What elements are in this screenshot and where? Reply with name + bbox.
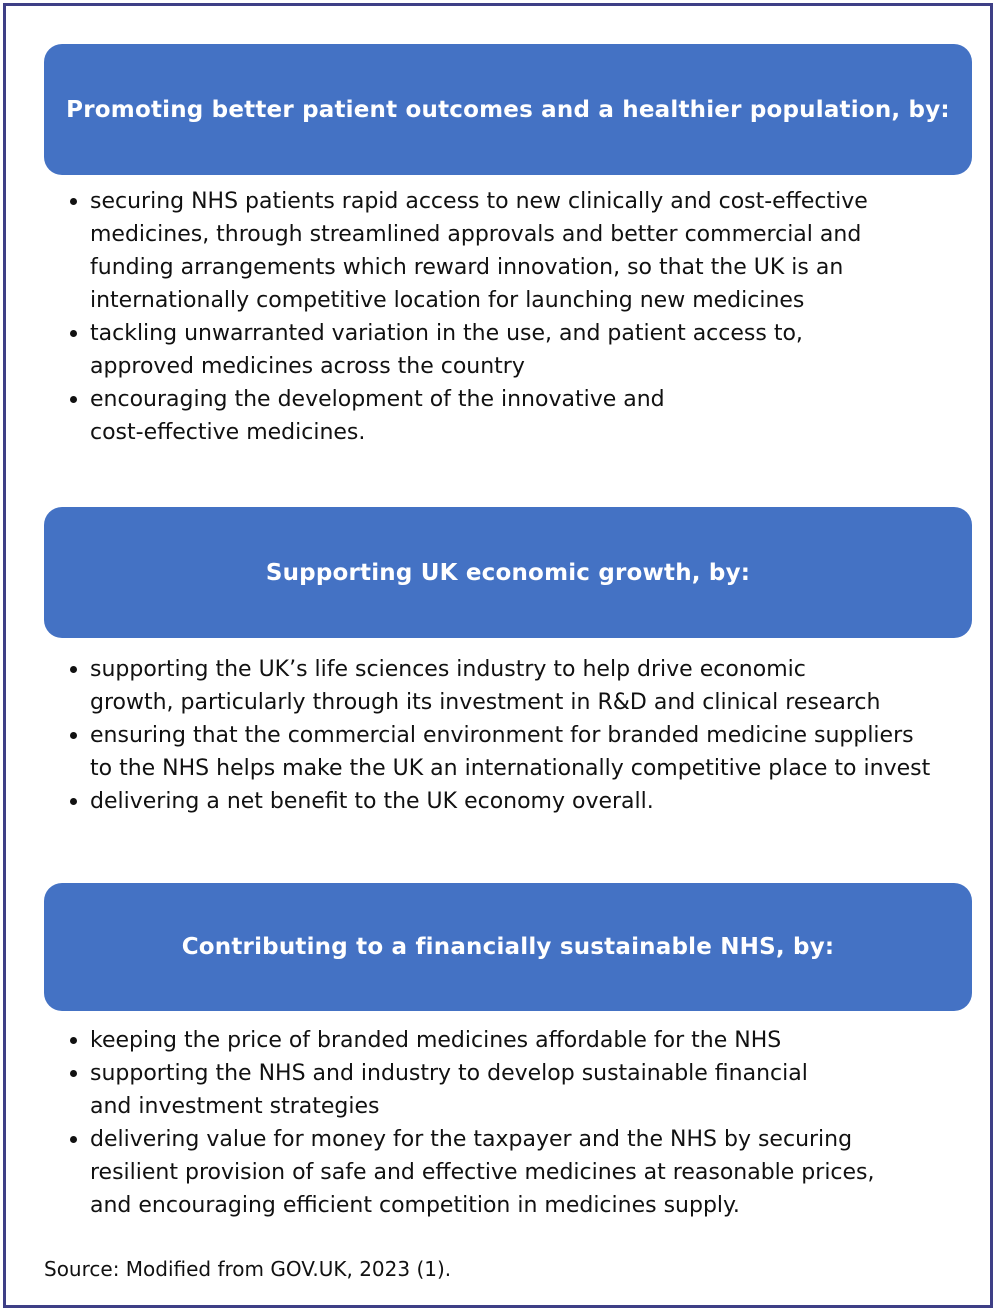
list-item [44, 1024, 972, 1057]
item-line: approved medicines across the country [90, 354, 525, 379]
item-line: cost-effective medicines. [90, 420, 366, 445]
section-title: Promoting better patient outcomes and a healthier population, by: [66, 96, 950, 123]
bullet-list [44, 1024, 972, 1222]
item-line: internationally competitive location for launching new medicines [90, 288, 805, 313]
section-title: Contributing to a financially sustainable NHS, by: [181, 934, 835, 960]
item-line: resilient provision of safe and effective medicines at reasonable prices, [90, 1160, 875, 1185]
item-line: delivering value for money for the taxpayer and the NHS by securing [90, 1127, 853, 1152]
item-line: supporting the UK’s life sciences industry to help drive economic [90, 657, 806, 682]
list-item [44, 785, 972, 818]
section-banner [44, 883, 972, 1011]
list-item [44, 1123, 972, 1222]
item-line: medicines, through streamlined approvals and better commercial and [90, 222, 862, 247]
item-line: delivering a net benefit to the UK economy overall. [90, 789, 654, 814]
item-line: securing NHS patients rapid access to new clinically and cost-effective [90, 189, 868, 214]
section-banner [44, 507, 972, 638]
section-title: Supporting UK economic growth, by: [265, 559, 751, 586]
section-banner [44, 44, 972, 175]
section-sustainable-nhs [44, 883, 972, 1222]
item-line: growth, particularly through its investment in R&D and clinical research [90, 690, 881, 715]
item-line: and investment strategies [90, 1094, 380, 1119]
list-item [44, 185, 972, 317]
list-item [44, 1057, 972, 1123]
bullet-list [44, 653, 972, 818]
bullet-list [44, 185, 972, 449]
section-patient-outcomes [44, 44, 972, 449]
list-item [44, 317, 972, 383]
source-note: Source: Modified from GOV.UK, 2023 (1). [44, 1257, 452, 1281]
item-line: and encouraging efficient competition in medicines supply. [90, 1193, 740, 1218]
item-line: tackling unwarranted variation in the use, and patient access to, [90, 321, 803, 346]
item-line: encouraging the development of the innovative and [90, 387, 665, 412]
item-line: ensuring that the commercial environment for branded medicine suppliers [90, 723, 914, 748]
figure-frame [3, 3, 993, 1308]
item-line: supporting the NHS and industry to develop sustainable financial [90, 1061, 808, 1086]
list-item [44, 383, 972, 449]
item-line: keeping the price of branded medicines affordable for the NHS [90, 1028, 782, 1053]
section-economic-growth [44, 507, 972, 818]
list-item [44, 653, 972, 719]
list-item [44, 719, 972, 785]
item-line: funding arrangements which reward innovation, so that the UK is an [90, 255, 844, 280]
item-line: to the NHS helps make the UK an internationally competitive place to invest [90, 756, 931, 781]
